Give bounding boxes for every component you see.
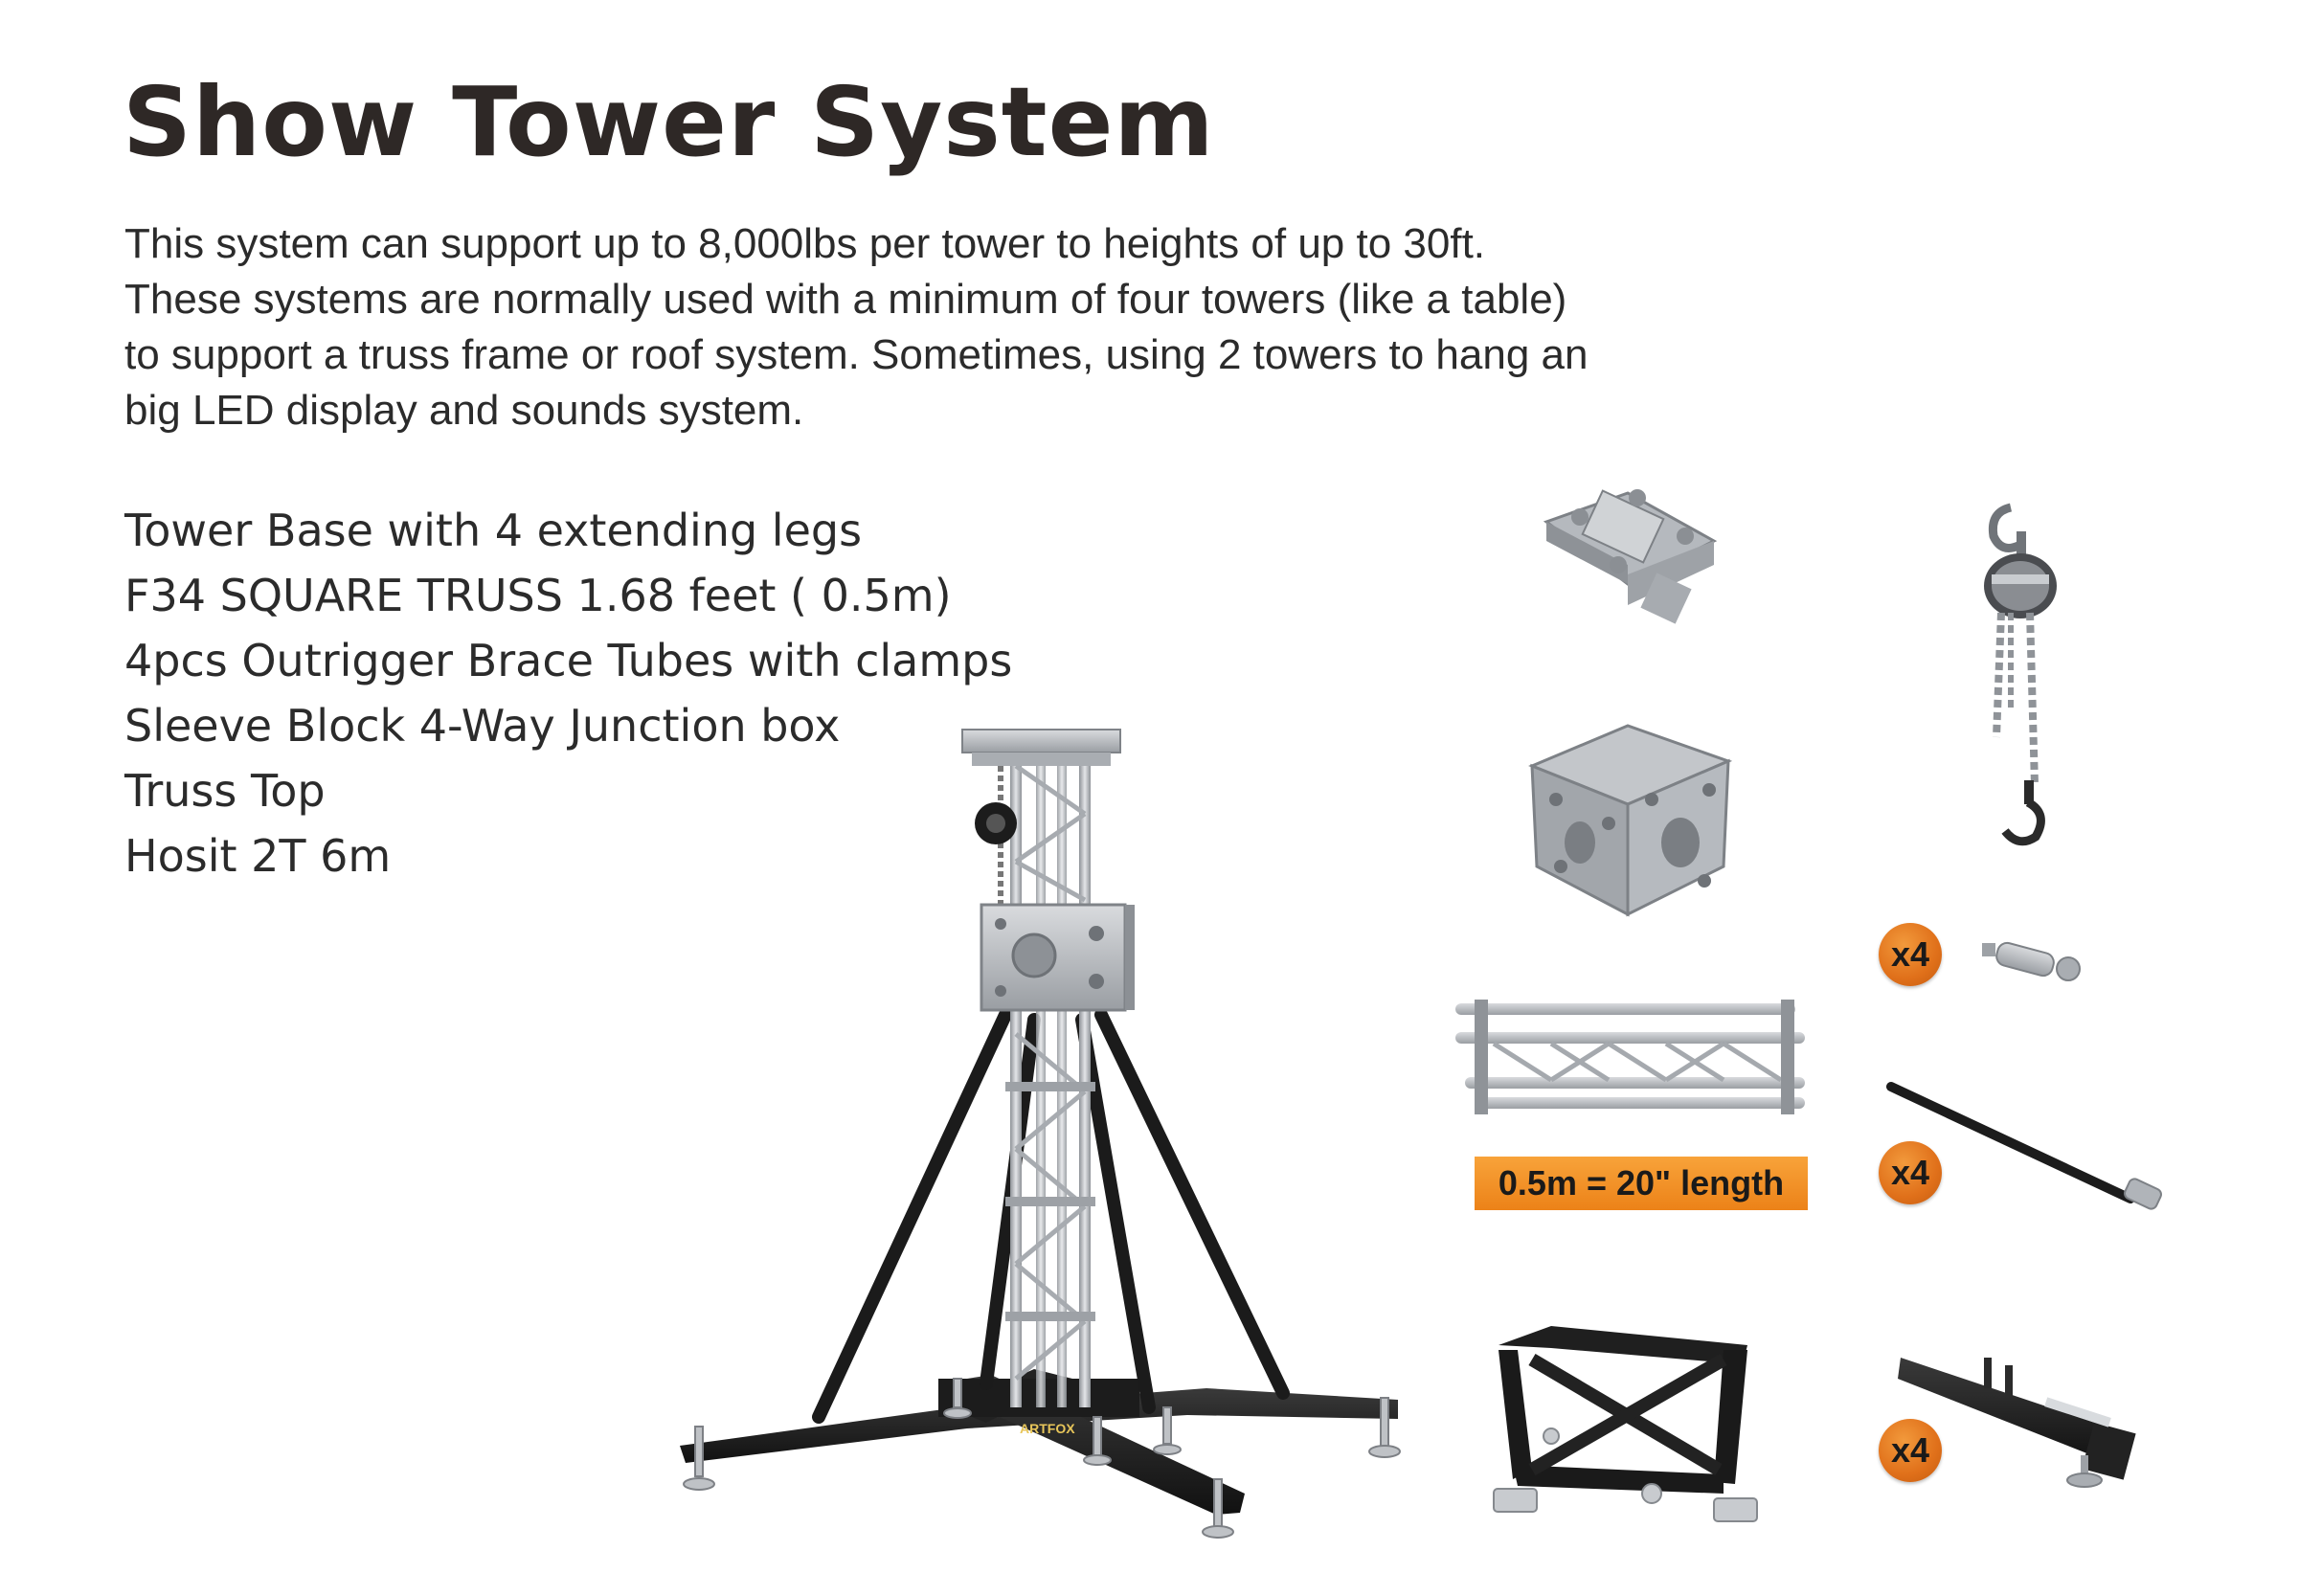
sleeve-block-image [1532,726,1728,914]
intro-line: to support a truss frame or roof system. Sometimes, using 2 towers to hang an [124,331,1589,378]
truss-top-on-tower [962,730,1120,766]
truss-length-label: 0.5m = 20" length [1475,1157,1808,1210]
intro-line: These systems are normally used with a minimum of four towers (like a table) [124,276,1567,323]
page-title: Show Tower System [123,66,1215,178]
component-item: Hosit 2T 6m [124,830,392,882]
clamp-image [1982,941,2080,980]
intro-line: This system can support up to 8,000lbs per tower to heights of up to 30ft. [124,220,1486,267]
chain-hoist-image [1984,507,2057,842]
quantity-badge: x4 [1879,1419,1942,1482]
truss-column [1005,737,1095,1407]
brand-mark: ARTFOX [1020,1421,1075,1436]
truss-top-image [1546,489,1714,624]
component-item: Tower Base with 4 extending legs [124,505,863,556]
intro-line: big LED display and sounds system. [124,387,804,434]
quantity-badge: x4 [1879,1141,1942,1204]
tower-base-image [1494,1326,1757,1521]
sleeve-block-on-tower [981,905,1135,1010]
tower-assembly-image [680,730,1400,1538]
component-item: Sleeve Block 4-Way Junction box [124,700,841,752]
component-item: 4pcs Outrigger Brace Tubes with clamps [124,635,1013,686]
component-item: Truss Top [124,765,326,817]
truss-section-image [1455,1000,1805,1114]
quantity-badge: x4 [1879,923,1942,986]
outrigger-braces [819,1015,1283,1417]
component-item: F34 SQUARE TRUSS 1.68 feet ( 0.5m) [124,570,952,621]
